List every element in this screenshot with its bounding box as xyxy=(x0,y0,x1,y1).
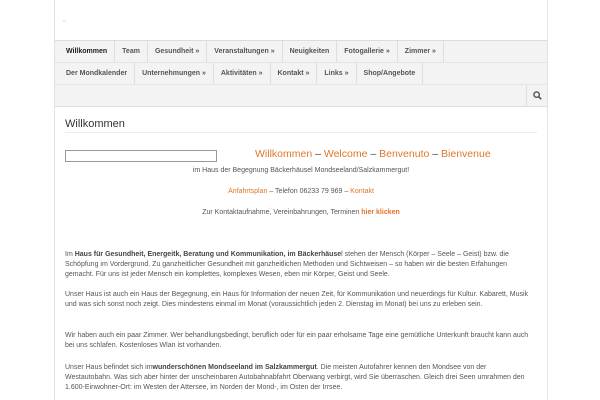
nav-item-mondkalender[interactable]: Der Mondkalender xyxy=(59,63,135,84)
greeting-separator: – xyxy=(429,148,442,160)
rooms-paragraph: Wir haben auch ein paar Zimmer. Wer behandlungsbedingt, beruflich oder für ein paar erholsame Tage eine gemütliche Unterkunft braucht kann auch bei uns schlafen. Kostenloses Wlan ist vorhanden. xyxy=(65,332,529,349)
nav-item-unternehmungen[interactable]: Unternehmungen » xyxy=(135,63,214,84)
nav-item-shop[interactable]: Shop/Angebote xyxy=(357,63,424,84)
page-title: Willkommen xyxy=(65,118,125,130)
intro-text-end: l stehen der Mensch (Körper – Seele – Geist) bzw. die Schöpfung im Vordergrund. Zu ganzheitlicher Gesundheit mit ganzheitlichen Methoden und Sichtweisen – so haben wir die besten Erfahungen gemacht. Für uns ist jeder Mensch ein komplettes, komplexes Wesen, eben mir Körper, Geist und Seele. xyxy=(65,251,509,278)
anfahrtsplan-link[interactable]: Anfahrtsplan xyxy=(228,188,268,195)
nav-item-zimmer[interactable]: Zimmer » xyxy=(398,41,444,62)
intro-text-start: Im xyxy=(65,251,75,258)
nav-item-gesundheit[interactable]: Gesundheit » xyxy=(148,41,207,62)
nav-item-team[interactable]: Team xyxy=(115,41,148,62)
text-input-box[interactable] xyxy=(65,150,217,162)
reservation-text: Zur Kontaktaufnahme, Vereinbahrungen, Terminen xyxy=(202,209,362,216)
site-logo[interactable]: ▫ xyxy=(63,18,66,25)
nav-item-kontakt[interactable]: Kontakt » xyxy=(271,63,318,84)
welcome-en: Welcome xyxy=(323,148,368,160)
welcome-fr: Bienvenue xyxy=(441,148,491,160)
search-button[interactable] xyxy=(526,85,547,106)
nav-item-neuigkeiten[interactable]: Neuigkeiten xyxy=(283,41,338,62)
page-frame xyxy=(54,0,548,400)
contact-line xyxy=(55,188,547,195)
search-icon xyxy=(533,91,542,100)
title-divider xyxy=(65,132,537,133)
welcome-heading xyxy=(255,148,491,160)
welcome-it: Benvenuto xyxy=(379,148,430,160)
nav-item-willkommen[interactable]: Willkommen xyxy=(59,41,115,62)
location-paragraph xyxy=(65,363,535,393)
nav-item-aktivitaeten[interactable]: Aktivitäten » xyxy=(214,63,271,84)
nav-item-veranstaltungen[interactable]: Veranstaltungen » xyxy=(207,41,282,62)
nav-row-1 xyxy=(55,41,547,63)
intro-bold-text: Haus für Gesundheit, Energeitk, Beratung und Kommunikation, im Bäckerhäuse xyxy=(74,251,342,258)
location-text-start: Unser Haus befindet sich im xyxy=(65,364,153,371)
nav-row-search xyxy=(55,85,547,106)
nav-row-2 xyxy=(55,63,547,85)
location-bold-text: wunderschönen Mondseeland im Salzkammergut xyxy=(152,364,317,371)
phone-text: – Telefon 06233 79 969 – xyxy=(267,188,351,195)
kontakt-link[interactable]: Kontakt xyxy=(350,188,374,195)
intro-paragraph xyxy=(65,250,535,280)
main-navigation xyxy=(55,40,547,107)
greeting-separator: – xyxy=(367,148,380,160)
greeting-separator: – xyxy=(312,148,324,160)
location-text-end: . Die meisten Autofahrer kennen den Mondsee von der Westautobahn. Was sich aber hinter der unscheinbaren Autobahnabfahrt Oberwang verbirgt, wird Sie überraschen. Gleich drei Seen umrahmen den 1.600-Einwohner-Ort: im Westen der Attersee, im Norden der Mond-, im Osten der Irrsee. xyxy=(65,364,525,391)
subtitle: im Haus der Begegnung Bäckerhäusel Mondseeland/Salzkammergut! xyxy=(192,167,410,174)
meeting-paragraph: Unser Haus ist auch ein Haus der Begegnung, ein Haus für Information der neuen Zeit, für Kommunikation und neuerdings für Kultur. Kabarett, Musik und was sich sonst noch zeigt. Dies mindestens einmal im Monat (voraussichtlich jeden 2. Dienstag im Monat) bei uns zu erleben sein. xyxy=(65,291,529,308)
nav-item-links[interactable]: Links » xyxy=(317,63,356,84)
reservation-line xyxy=(55,209,547,216)
welcome-de: Willkommen xyxy=(255,148,313,160)
hier-klicken-link[interactable]: hier klicken xyxy=(361,209,400,216)
nav-item-fotogallerie[interactable]: Fotogallerie » xyxy=(337,41,398,62)
